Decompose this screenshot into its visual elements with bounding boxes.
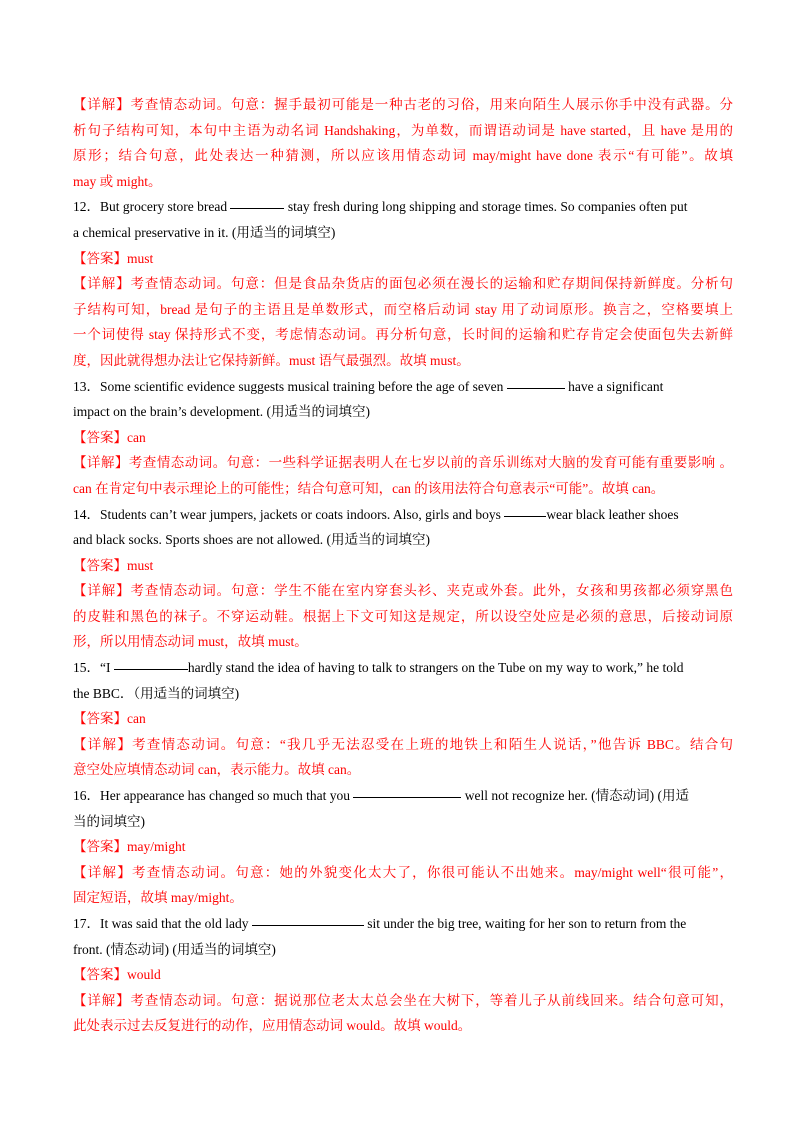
explanation-line: 【详解】考查情态动词。句意：但是食品杂货店的面包必须在漫长的运输和贮存期间保持新鲜度。分析句: [73, 276, 733, 292]
question-text: sit under the big tree, waiting for her son to return from the: [363, 916, 687, 931]
explanation-line: 原形；结合句意，此处表达一种猜测，所以应该用情态动词 may/might have done 表示“有可能”。故填: [73, 148, 733, 164]
question-text: have a significant: [564, 378, 664, 394]
question-text: well not recognize her. (情态动词) (用适: [461, 788, 689, 804]
answer-line: 【答案】must: [73, 250, 154, 266]
explanation-line: 一个词使得 stay 保持形式不变，考虑情态动词。再分析句意，长时间的运输和贮存肯定会使面包失去新鲜: [73, 327, 733, 343]
question-line: front. (情态动词) (用适当的词填空): [73, 941, 276, 957]
question-line: [73, 374, 733, 400]
question-line: [73, 655, 733, 681]
explanation-line: 【详解】考查情态动词。句意：握手最初可能是一种古老的习俗，用来向陌生人展示你手中没有武器。分: [73, 97, 733, 112]
question-15: [73, 655, 733, 783]
answer-line: 【答案】must: [73, 557, 154, 573]
explanation-line: 此处表示过去反复进行的动作，应用情态动词 would。故填 would。: [73, 1018, 472, 1034]
question-line: a chemical preservative in it. (用适当的词填空): [73, 224, 336, 240]
question-line: [73, 783, 733, 809]
question-text: 15．“I: [73, 660, 114, 676]
question-text: 14．Students can’t wear jumpers, jackets or coats indoors. Also, girls and boys: [73, 506, 505, 522]
explanation-line: can 在肯定句中表示理论上的可能性；结合句意可知，can 的该用法符合句意表示“可能”。故填 can。: [73, 480, 665, 496]
explanation-line: 固定短语，故填 may/might。: [73, 890, 243, 906]
answer-line: 【答案】can: [73, 711, 146, 727]
question-text: 12．But grocery store bread: [73, 199, 231, 215]
explanation-line: 度，因此就得想办法让它保持新鲜。must 语气最强烈。故填 must。: [73, 352, 470, 368]
explanation-line: 【详解】考查情态动词。句意：学生不能在室内穿套头衫、夹克或外套。此外，女孩和男孩都必须穿黑色: [73, 583, 733, 599]
question-text: 17．It was said that the old lady: [73, 916, 252, 931]
explanation-line: may 或 might。: [73, 173, 162, 189]
explanation-11: [73, 92, 733, 194]
question-line: 当的词填空): [73, 813, 145, 829]
question-text: 16．Her appearance has changed so much that you: [73, 788, 354, 804]
explanation-line: 【详解】考查情态动词。句意：“我几乎无法忍受在上班的地铁上和陌生人说话，”他告诉 BBC。结合句: [73, 736, 733, 752]
question-text: wear black leather shoes: [546, 506, 679, 522]
explanation-line: 【详解】考查情态动词。句意：她的外貌变化太大了，你很可能认不出她来。may/might well“很可能”，: [73, 864, 733, 880]
explanation-line: 【详解】考查情态动词。句意：一些科学证据表明人在七岁以前的音乐训练对大脑的发育可能有重要影响 。: [73, 455, 733, 471]
explanation-line: 【详解】考查情态动词。句意：据说那位老太太总会坐在大树下，等着儿子从前线回来。结合句意可知，: [73, 992, 733, 1008]
question-line: [73, 502, 733, 528]
explanation-line: 意空处应填情态动词 can，表示能力。故填 can。: [73, 762, 361, 778]
question-14: [73, 502, 733, 656]
question-line: the BBC．（用适当的词填空): [73, 685, 240, 701]
question-line: and black socks. Sports shoes are not allowed. (用适当的词填空): [73, 532, 430, 548]
explanation-line: 子结构可知，bread 是句子的主语且是单数形式，而空格后动词 stay 用了动词原形。换言之，空格要填上: [73, 301, 733, 317]
answer-line: 【答案】may/might: [73, 839, 186, 855]
question-text: hardly stand the idea of having to talk to strangers on the Tube on my way to work,” he told: [187, 660, 684, 676]
explanation-line: 的皮鞋和黑色的袜子。不穿运动鞋。根据上下文可知这是规定，所以设空处应是必须的意思，后接动词原: [73, 608, 733, 624]
answer-line: 【答案】would: [73, 967, 161, 983]
explanation-line: 析句子结构可知，本句中主语为动名词 Handshaking，为单数，而谓语动词是 have started，且 have 是用的: [73, 122, 733, 138]
question-text: 13．Some scientific evidence suggests musical training before the age of seven: [73, 378, 507, 394]
question-17: [73, 911, 733, 1039]
answer-line: 【答案】can: [73, 429, 146, 445]
question-line: impact on the brain’s development. (用适当的词填空): [73, 404, 370, 420]
question-13: [73, 374, 733, 502]
question-12: [73, 194, 733, 373]
question-16: [73, 783, 733, 911]
question-line: [73, 194, 733, 220]
explanation-line: 形，所以用情态动词 must，故填 must。: [73, 634, 308, 650]
document-content: [73, 92, 733, 1039]
question-text: stay fresh during long shipping and storage times. So companies often put: [284, 199, 688, 215]
question-line: [73, 911, 733, 937]
